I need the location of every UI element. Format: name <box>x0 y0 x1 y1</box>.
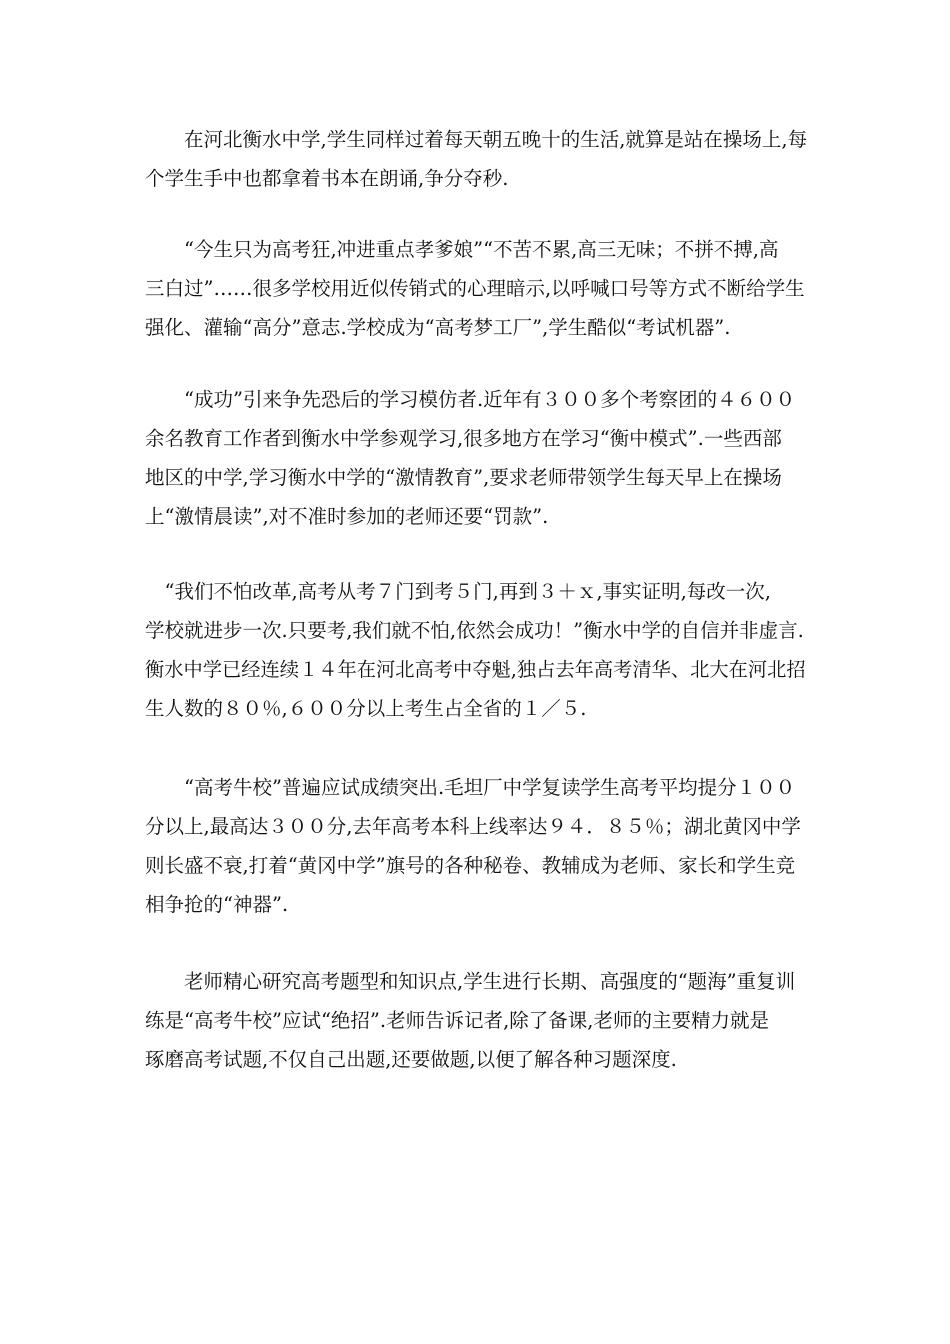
text-line: 生人数的８０％,６００分以上考生占全省的１／５. <box>145 697 587 720</box>
paragraph-question-sea <box>145 962 810 1079</box>
text-line: 个学生手中也都拿着书本在朗诵,争分夺秒. <box>145 167 509 190</box>
text-line: 分以上,最高达３００分,去年高考本科上线率达９４．８５％；湖北黄冈中学 <box>145 815 801 838</box>
text-line: 地区的中学,学习衡水中学的“激情教育”,要求老师带领学生每天早上在操场 <box>145 466 782 489</box>
text-line: 衡水中学已经连续１４年在河北高考中夺魁,独占去年高考清华、北大在河北招 <box>145 658 806 681</box>
text-line: 练是“高考牛校”应试“绝招”.老师告诉记者,除了备课,老师的主要精力就是 <box>145 1009 769 1032</box>
text-line: “我们不怕改革,高考从考７门到考５门,再到３＋ｘ,事实证明,每改一次, <box>145 580 771 603</box>
paragraph-top-schools <box>145 768 810 924</box>
text-line: “高考牛校”普遍应试成绩突出.毛坦厂中学复读学生高考平均提分１００ <box>145 776 796 799</box>
text-line: 相争抢的“神器”. <box>145 893 289 916</box>
text-line: 三白过”……很多学校用近似传销式的心理暗示,以呼喊口号等方式不断给学生 <box>145 277 805 300</box>
paragraph-hengshui-routine <box>145 120 810 198</box>
text-line: 老师精心研究高考题型和知识点,学生进行长期、高强度的“题海”重复训 <box>145 970 796 993</box>
text-line: 琢磨高考试题,不仅自己出题,还要做题,以便了解各种习题深度. <box>145 1048 677 1071</box>
paragraph-imitators <box>145 380 810 536</box>
text-line: 则长盛不衰,打着“黄冈中学”旗号的各种秘卷、教辅成为老师、家长和学生竞 <box>145 854 796 877</box>
text-line: 学校就进步一次.只要考,我们就不怕,依然会成功！”衡水中学的自信并非虚言. <box>145 619 804 642</box>
paragraph-slogans <box>145 230 810 347</box>
text-line: “成功”引来争先恐后的学习模仿者.近年有３００多个考察团的４６００ <box>145 388 796 411</box>
text-line: 余名教育工作者到衡水中学参观学习,很多地方在学习“衡中模式”.一些西部 <box>145 427 782 450</box>
text-line: 在河北衡水中学,学生同样过着每天朝五晚十的生活,就算是站在操场上,每 <box>145 128 808 151</box>
text-line: 上“激情晨读”,对不准时参加的老师还要“罚款”. <box>145 505 549 528</box>
paragraph-confidence <box>145 572 810 728</box>
text-line: “今生只为高考狂,冲进重点孝爹娘”“不苦不累,高三无味；不拼不搏,高 <box>145 238 779 261</box>
text-line: 强化、灌输“高分”意志.学校成为“高考梦工厂”,学生酷似“考试机器”. <box>145 316 731 339</box>
